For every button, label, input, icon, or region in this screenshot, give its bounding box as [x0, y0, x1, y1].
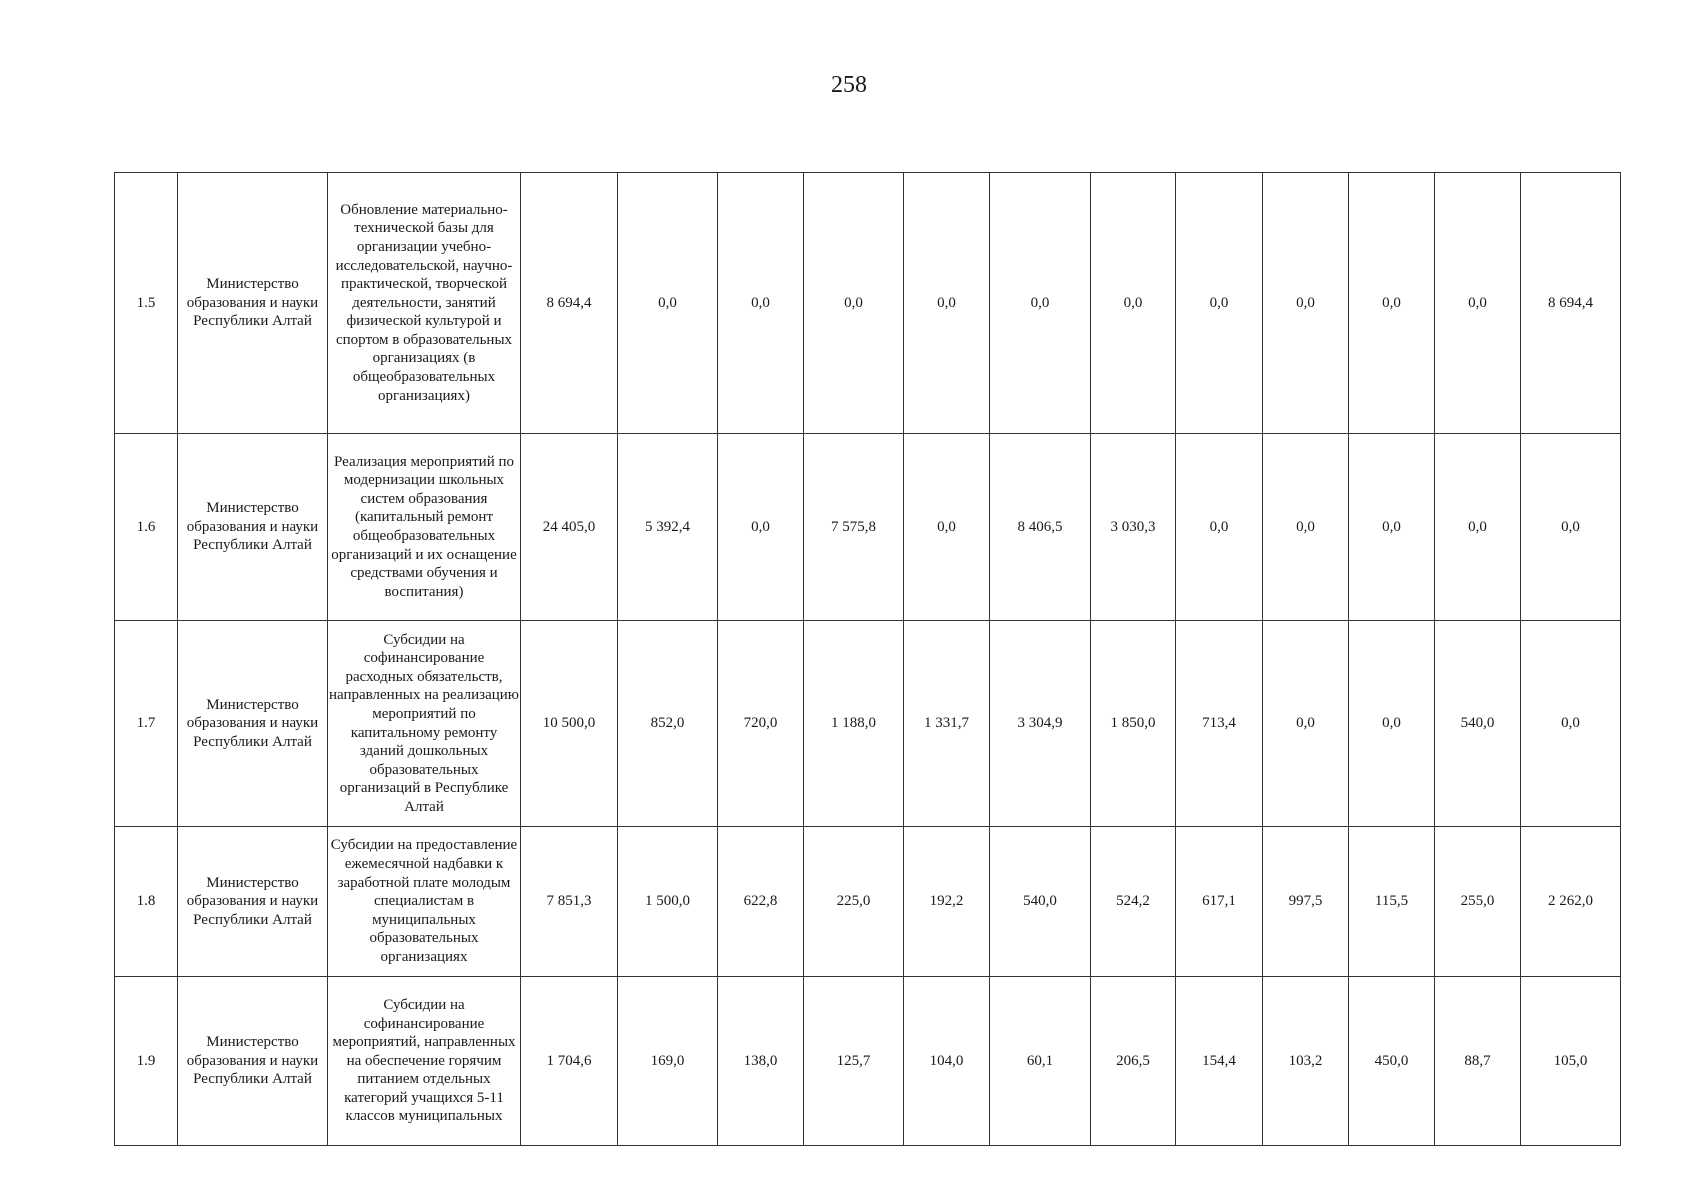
- value-cell: 0,0: [1263, 621, 1349, 827]
- row-number: 1.5: [115, 173, 178, 434]
- value-cell: 8 694,4: [521, 173, 618, 434]
- organization-cell: Министерство образования и науки Республики Алтай: [178, 173, 328, 434]
- value-cell: 169,0: [618, 977, 718, 1146]
- value-cell: 154,4: [1176, 977, 1263, 1146]
- description-cell: Субсидии на софинансирование мероприятий, направленных на обеспечение горячим питанием отдельных категорий учащихся 5-11 классов муниципальных: [328, 977, 521, 1146]
- organization-cell: Министерство образования и науки Республики Алтай: [178, 621, 328, 827]
- value-cell: 540,0: [1435, 621, 1521, 827]
- value-cell: 0,0: [990, 173, 1091, 434]
- value-cell: 192,2: [904, 827, 990, 977]
- description-cell: Субсидии на предоставление ежемесячной надбавки к заработной плате молодым специалистам в муниципальных образовательных организациях: [328, 827, 521, 977]
- organization-cell: Министерство образования и науки Республики Алтай: [178, 977, 328, 1146]
- value-cell: 0,0: [1176, 434, 1263, 621]
- value-cell: 255,0: [1435, 827, 1521, 977]
- value-cell: 450,0: [1349, 977, 1435, 1146]
- value-cell: 1 500,0: [618, 827, 718, 977]
- value-cell: 540,0: [990, 827, 1091, 977]
- value-cell: 0,0: [1263, 434, 1349, 621]
- value-cell: 0,0: [1263, 173, 1349, 434]
- value-cell: 0,0: [1091, 173, 1176, 434]
- value-cell: 8 406,5: [990, 434, 1091, 621]
- value-cell: 206,5: [1091, 977, 1176, 1146]
- value-cell: 3 030,3: [1091, 434, 1176, 621]
- value-cell: 1 850,0: [1091, 621, 1176, 827]
- budget-table: [114, 172, 1621, 1146]
- table-row: [115, 977, 1621, 1146]
- row-number: 1.8: [115, 827, 178, 977]
- value-cell: 720,0: [718, 621, 804, 827]
- value-cell: 997,5: [1263, 827, 1349, 977]
- value-cell: 60,1: [990, 977, 1091, 1146]
- value-cell: 0,0: [1521, 621, 1621, 827]
- description-cell: Субсидии на софинансирование расходных обязательств, направленных на реализацию мероприятий по капитальному ремонту зданий дошкольных образовательных организаций в Республике Алтай: [328, 621, 521, 827]
- organization-cell: Министерство образования и науки Республики Алтай: [178, 827, 328, 977]
- value-cell: 0,0: [1435, 173, 1521, 434]
- value-cell: 104,0: [904, 977, 990, 1146]
- value-cell: 622,8: [718, 827, 804, 977]
- description-cell: Реализация мероприятий по модернизации школьных систем образования (капитальный ремонт общеобразовательных организаций и их оснащение средствами обучения и воспитания): [328, 434, 521, 621]
- value-cell: 0,0: [904, 173, 990, 434]
- value-cell: 524,2: [1091, 827, 1176, 977]
- value-cell: 617,1: [1176, 827, 1263, 977]
- value-cell: 0,0: [1435, 434, 1521, 621]
- table-row: [115, 434, 1621, 621]
- value-cell: 115,5: [1349, 827, 1435, 977]
- row-number: 1.7: [115, 621, 178, 827]
- value-cell: 0,0: [904, 434, 990, 621]
- value-cell: 103,2: [1263, 977, 1349, 1146]
- value-cell: 225,0: [804, 827, 904, 977]
- value-cell: 713,4: [1176, 621, 1263, 827]
- page-number: 258: [831, 72, 867, 98]
- organization-cell: Министерство образования и науки Республики Алтай: [178, 434, 328, 621]
- value-cell: 8 694,4: [1521, 173, 1621, 434]
- value-cell: 0,0: [1176, 173, 1263, 434]
- value-cell: 105,0: [1521, 977, 1621, 1146]
- value-cell: 0,0: [718, 173, 804, 434]
- value-cell: 0,0: [804, 173, 904, 434]
- value-cell: 88,7: [1435, 977, 1521, 1146]
- value-cell: 0,0: [1349, 621, 1435, 827]
- value-cell: 24 405,0: [521, 434, 618, 621]
- value-cell: 3 304,9: [990, 621, 1091, 827]
- value-cell: 1 331,7: [904, 621, 990, 827]
- value-cell: 7 851,3: [521, 827, 618, 977]
- value-cell: 0,0: [1349, 173, 1435, 434]
- value-cell: 0,0: [1521, 434, 1621, 621]
- value-cell: 10 500,0: [521, 621, 618, 827]
- value-cell: 1 188,0: [804, 621, 904, 827]
- value-cell: 1 704,6: [521, 977, 618, 1146]
- value-cell: 0,0: [718, 434, 804, 621]
- value-cell: 852,0: [618, 621, 718, 827]
- value-cell: 7 575,8: [804, 434, 904, 621]
- value-cell: 2 262,0: [1521, 827, 1621, 977]
- value-cell: 125,7: [804, 977, 904, 1146]
- row-number: 1.6: [115, 434, 178, 621]
- value-cell: 0,0: [1349, 434, 1435, 621]
- description-cell: Обновление материально-технической базы для организации учебно-исследовательской, научно-практической, творческой деятельности, занятий физической культурой и спортом в образовательных организациях (в общеобразовательных организациях): [328, 173, 521, 434]
- table-row: [115, 173, 1621, 434]
- value-cell: 5 392,4: [618, 434, 718, 621]
- table-row: [115, 827, 1621, 977]
- row-number: 1.9: [115, 977, 178, 1146]
- value-cell: 0,0: [618, 173, 718, 434]
- value-cell: 138,0: [718, 977, 804, 1146]
- table-row: [115, 621, 1621, 827]
